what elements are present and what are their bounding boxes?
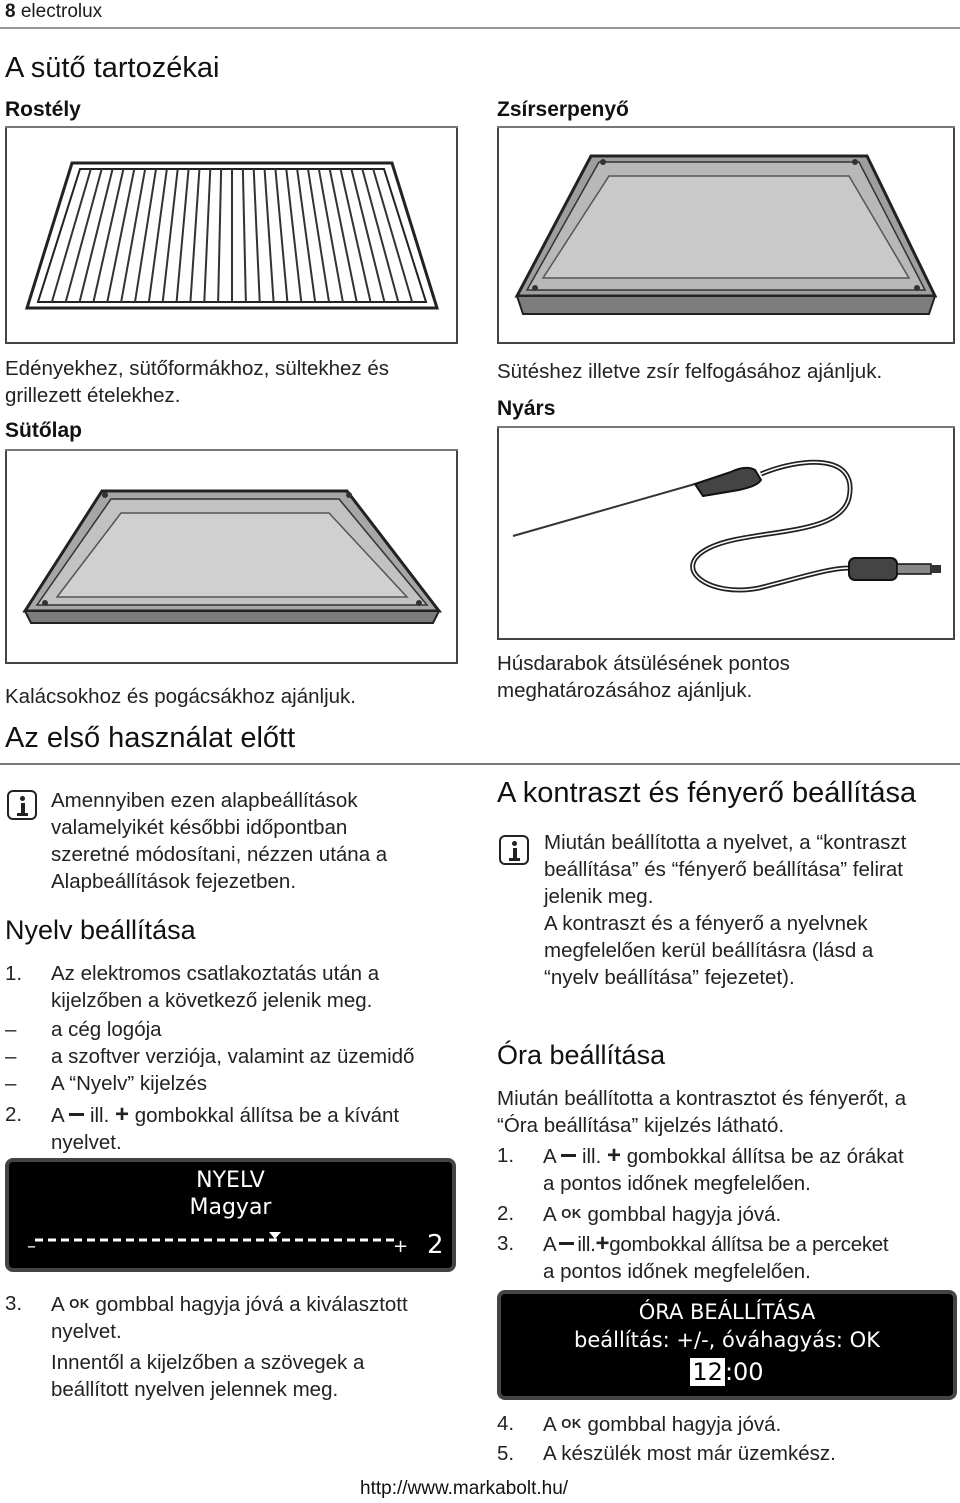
language-bullet: – A “Nyelv” kijelzés [5, 1072, 208, 1095]
display-line-1: NYELV [196, 1168, 265, 1193]
clock-intro: Miután beállította a kontrasztot és fényerőt, a “Óra beállítása” kijelzés látható. [497, 1087, 907, 1137]
display-plus: + [393, 1236, 409, 1257]
brand-name: electrolux [20, 1, 103, 22]
info-icon [7, 790, 37, 820]
page-number: 8 [5, 1, 16, 22]
plus-icon: + [607, 1142, 622, 1169]
nyars-title: Nyárs [497, 397, 556, 420]
nyars-desc: Húsdarabok átsülésének pontos meghatározásához ajánljuk. [497, 652, 790, 702]
clock-step-2: 2. A OK gombbal hagyja jóvá. [497, 1202, 782, 1226]
footer-url[interactable]: http://www.markabolt.hu/ [360, 1478, 569, 1499]
ok-button-icon: OK [69, 1296, 90, 1311]
sutolap-desc: Kalácsokhoz és pogácsákhoz ajánljuk. [5, 685, 356, 708]
minus-icon [559, 1242, 574, 1245]
nyars-image [497, 428, 955, 640]
clock-display [497, 1290, 957, 1400]
header-rule [0, 27, 960, 29]
sutolap-image [5, 451, 458, 664]
language-title: Nyelv beállítása [5, 915, 196, 945]
first-use-title: Az első használat előtt [5, 722, 296, 754]
display-line-2: Magyar [189, 1195, 272, 1220]
rostely-desc: Edényekhez, sütőformákhoz, sültekhez és grillezett ételekhez. [5, 357, 390, 407]
language-display [5, 1158, 456, 1272]
accessories-title: A sütő tartozékai [5, 52, 220, 84]
first-use-rule [0, 763, 960, 765]
clock-display-line-2: beállítás: +/-, óváhagyás: OK [574, 1328, 880, 1352]
sutolap-title: Sütőlap [5, 419, 82, 442]
clock-step-1: 1. A ill. + gombokkal állítsa be az órákat a pontos időnek megfelelően. [497, 1142, 904, 1195]
plus-icon: + [595, 1230, 610, 1257]
rostely-title: Rostély [5, 98, 81, 121]
clock-display-line-1: ÓRA BEÁLLÍTÁSA [638, 1300, 816, 1324]
ok-button-icon: OK [561, 1206, 582, 1221]
contrast-info: Miután beállította a nyelvet, a “kontraszt beállítása” és “fényerő beállítása” felirat jelenik meg. A kontraszt és a fényerő a nyelvnek megfelelően kerül beállításra (lásd a “nyelv beállítása” fejezetet). [544, 831, 907, 989]
language-step-3: 3. A OK gombbal hagyja jóvá a kiválasztott nyelvet. Innentől a kijelzőben a szövegek a beállított nyelven jelennek meg. [5, 1292, 408, 1401]
clock-step-3: 3. A ill.+gombokkal állítsa be a perceket a pontos időnek megfelelően. [497, 1230, 889, 1283]
zsirserpenyo-desc: Sütéshez illetve zsír felfogásához ajánljuk. [497, 360, 883, 383]
rostely-image [5, 128, 458, 344]
zsirserpenyo-image [497, 128, 955, 344]
first-use-info: Amennyiben ezen alapbeállítások valamelyikét későbbi időpontban szeretné módosítani, nézzen utána a Alapbeállítások fejezetben. [51, 789, 388, 893]
language-step-1: 1. Az elektromos csatlakoztatás után a kijelzőben a következő jelenik meg. [5, 962, 380, 1012]
clock-title: Óra beállítása [497, 1040, 666, 1070]
ok-button-icon: OK [561, 1416, 582, 1431]
display-page: 2 [427, 1230, 444, 1260]
plus-icon: + [115, 1101, 130, 1128]
clock-step-4: 4. A OK gombbal hagyja jóvá. [497, 1412, 782, 1436]
minus-icon [69, 1113, 84, 1116]
page-header [5, 1, 102, 23]
info-icon [499, 835, 529, 865]
clock-minutes: :00 [724, 1358, 764, 1386]
minus-icon [561, 1154, 576, 1157]
display-minus: – [27, 1236, 36, 1257]
contrast-title: A kontraszt és fényerő beállítása [497, 777, 917, 809]
zsirserpenyo-title: Zsírserpenyő [497, 98, 629, 121]
language-step-2: 2. A ill. + gombokkal állítsa be a kívánt nyelvet. [5, 1101, 400, 1154]
clock-hours: 12 [692, 1358, 723, 1386]
language-bullet: – a szoftver verziója, valamint az üzemidő [5, 1045, 415, 1068]
language-bullet: – a cég logója [5, 1018, 162, 1041]
clock-step-5: 5. A készülék most már üzemkész. [497, 1442, 836, 1465]
